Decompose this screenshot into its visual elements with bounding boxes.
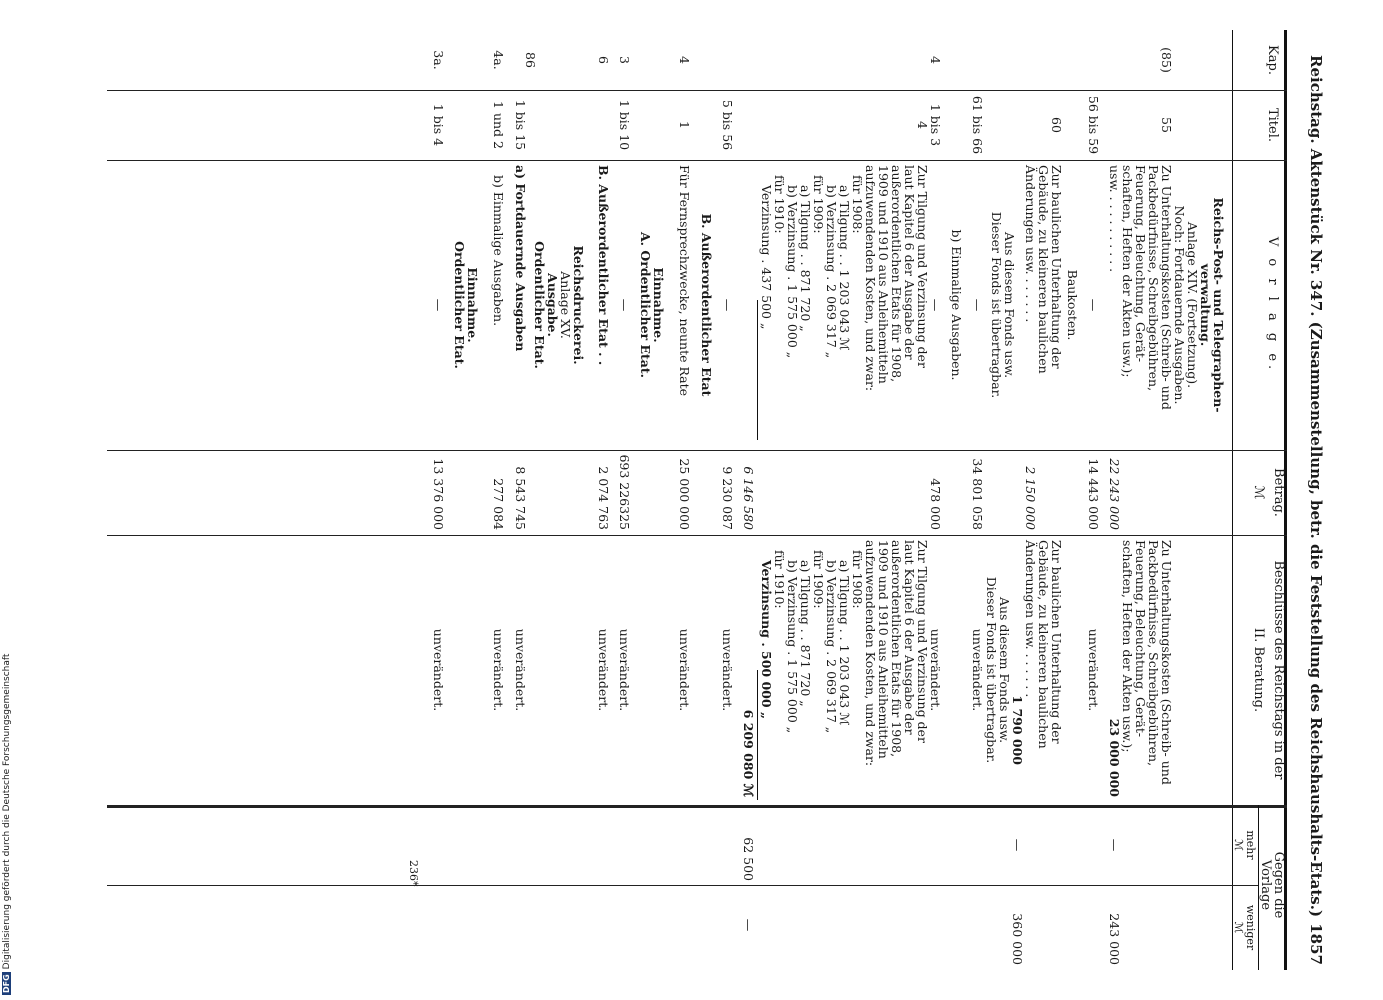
titel-61-66: 61 bis 66 bbox=[970, 95, 985, 155]
row55-text-1: Zu Unterhaltungskosten (Schreib- und bbox=[1159, 165, 1174, 410]
row55-text-4: schaften, Heften der Akten usw.); bbox=[1120, 165, 1135, 378]
rotated-table-sheet bbox=[80, 30, 1325, 970]
tilgung-beschl-13: Verzinsung . 500 000 „ bbox=[759, 560, 774, 720]
row60-beschl-1: Zur baulichen Unterhaltung der bbox=[1049, 540, 1064, 744]
tilgung-4: 1909 und 1910 aus Anleihemitteln bbox=[876, 165, 891, 384]
row110-dash: — bbox=[617, 298, 632, 312]
header-betrag: Betrag. bbox=[1271, 468, 1286, 517]
titel-1-15: 1 bis 15 bbox=[513, 99, 528, 151]
row60-mehr: — bbox=[1010, 838, 1025, 852]
tilgung-6: für 1908: bbox=[850, 175, 865, 234]
fonds-note-1: Aus diesem Fonds usw. bbox=[1002, 231, 1017, 379]
row60-weniger: 360 000 bbox=[1010, 913, 1025, 965]
tilgung-beschl-7: a) Tilgung . . 1 203 043 ℳ bbox=[837, 560, 852, 726]
row61-dash: — bbox=[970, 298, 985, 312]
row14-beschl: unverändert. bbox=[431, 628, 446, 712]
einmalige-ausgaben: b) Einmalige Ausgaben. bbox=[949, 229, 964, 381]
row60-text-1: Zur baulichen Unterhaltung der bbox=[1049, 165, 1064, 369]
fernsprech-betrag: 25 000 000 bbox=[677, 458, 692, 530]
row556-beschl: unverändert. bbox=[720, 628, 735, 712]
row13-beschl: unverändert. bbox=[928, 628, 943, 712]
einnahme-druck: Einnahme. bbox=[465, 267, 480, 343]
row55-betrag: 22 243 000 bbox=[1107, 458, 1122, 530]
dfg-logo: DFG bbox=[2, 974, 11, 993]
fernsprech-beschl: unverändert. bbox=[677, 628, 692, 712]
sum-rule-beschl bbox=[757, 670, 758, 800]
header-betrag-unit: ℳ bbox=[1251, 485, 1266, 500]
titel-1: 1 bbox=[677, 121, 692, 129]
row14-dash: — bbox=[431, 298, 446, 312]
einmalige-beschl: unverändert. bbox=[491, 628, 506, 712]
ausgabe-title: Ausgabe. bbox=[545, 273, 560, 337]
ausserordentlicher-beschl: unverändert. bbox=[596, 628, 611, 712]
row60-text-2: Gebäude, zu kleineren baulichen bbox=[1036, 165, 1051, 374]
tilgung-2: laut Kapitel 6 der Ausgabe der bbox=[902, 165, 917, 360]
row60-beschl-3: Änderungen usw. . . . . . . bbox=[1023, 540, 1038, 698]
row556-dash: — bbox=[720, 298, 735, 312]
row55-text-5: usw. . . . . . . . . . . bbox=[1107, 165, 1122, 273]
header-titel: Titel. bbox=[1265, 107, 1280, 143]
titel-4: 4 bbox=[915, 121, 930, 129]
kap-3: 3 bbox=[617, 56, 632, 64]
fortdauernde-beschl: unverändert. bbox=[513, 628, 528, 712]
tilgung-13: Verzinsung . 437 500 „ bbox=[759, 185, 774, 330]
row56-betrag: 14 443 000 bbox=[1086, 458, 1101, 530]
kap-86: 86 bbox=[523, 52, 538, 68]
row55-beschl-4: schaften, Heften der Akten usw.); bbox=[1120, 540, 1135, 753]
header-vorlage: V o r l a g e. bbox=[1265, 236, 1280, 374]
kap-4: 4 bbox=[928, 56, 943, 64]
col-divider-6 bbox=[107, 885, 1259, 886]
kap-4b: 4 bbox=[677, 56, 692, 64]
tilgung-betrag: 6 146 580 bbox=[741, 466, 756, 530]
tilgung-beschl-6: für 1908: bbox=[850, 550, 865, 609]
row56-beschl: unverändert. bbox=[1086, 628, 1101, 712]
row60-beschl-2: Gebäude, zu kleineren baulichen bbox=[1036, 540, 1051, 749]
section-title-post: Reichs-Post- und Telegraphen- bbox=[1211, 197, 1226, 413]
col-divider-2 bbox=[107, 160, 1287, 161]
titel-55: 55 bbox=[1159, 117, 1174, 133]
row56-dash: — bbox=[1086, 298, 1101, 312]
tilgung-beschl-11: b) Verzinsung . 1 575 000 „ bbox=[785, 560, 800, 734]
row61-beschl: unverändert. bbox=[970, 628, 985, 712]
tilgung-beschl-5: aufzuwendenden Kosten, und zwar: bbox=[863, 540, 878, 767]
row13-dash: — bbox=[928, 298, 943, 312]
ausserordentlicher-etat: B. Außerordentlicher Etat bbox=[699, 213, 714, 397]
tilgung-8: b) Verzinsung . 2 069 317 „ bbox=[824, 185, 839, 359]
row110-beschl: unverändert. bbox=[617, 628, 632, 712]
fernsprech: Für Fernsprechzwecke, neunte Rate bbox=[677, 165, 692, 397]
row55-beschl-1: Zu Unterhaltungskosten (Schreib- und bbox=[1159, 540, 1174, 785]
tilgung-1: Zur Tilgung und Verzinsung der bbox=[915, 165, 930, 368]
tilgung-beschl-2: laut Kapitel 6 der Ausgabe der bbox=[902, 540, 917, 735]
row14-betrag: 13 376 000 bbox=[431, 458, 446, 530]
ordentlicher-etat-druck: Ordentlicher Etat. bbox=[532, 241, 547, 369]
titel-5-56: 5 bis 56 bbox=[720, 99, 735, 151]
row60-betrag: 2 150 000 bbox=[1023, 466, 1038, 530]
tilgung-beschl-9: für 1909: bbox=[811, 550, 826, 609]
page-number: 1857 bbox=[1307, 923, 1325, 965]
row55-beschl-2: Packbedürfnisse, Schreibgebühren, bbox=[1146, 540, 1161, 767]
titel-56-59: 56 bis 59 bbox=[1086, 95, 1101, 155]
tilgung-10: a) Tilgung . . 871 720 „ bbox=[798, 185, 813, 332]
section-title-post-2: verwaltung. bbox=[1198, 263, 1213, 347]
tilgung-beschl-3: außerordentlichen Etats für 1908, bbox=[889, 540, 904, 758]
tilgung-mehr: 62 500 bbox=[741, 837, 756, 881]
tilgung-beschl-10: a) Tilgung . . 871 720 „ bbox=[798, 560, 813, 707]
tilgung-3: außerordentlichen Etats für 1908, bbox=[889, 165, 904, 383]
header-beschluesse: Beschlüsse des Reichstags in der bbox=[1271, 560, 1286, 780]
titel-1-10: 1 bis 10 bbox=[617, 99, 632, 151]
row60-beschl-value: 1 790 000 bbox=[1010, 695, 1025, 765]
credit-text: Digitalisierung gefördert durch die Deutsche Forschungsgemeinschaft bbox=[2, 653, 12, 970]
reichsdruckerei-title: Reichsdruckerei. bbox=[571, 245, 586, 365]
gegen-rule bbox=[1258, 805, 1259, 970]
tilgung-beschl-12: für 1910: bbox=[772, 550, 787, 609]
header-weniger: weniger bbox=[1244, 904, 1257, 951]
kap-3a: 3a. bbox=[431, 50, 446, 70]
header-gegen-vorlage: Vorlage bbox=[1258, 859, 1273, 911]
tilgung-11: b) Verzinsung . 1 575 000 „ bbox=[785, 185, 800, 359]
kap-4a: 4a. bbox=[491, 50, 506, 70]
ordentlicher-etat-einnahme: Ordentlicher Etat. bbox=[452, 241, 467, 369]
header-mehr: mehr bbox=[1244, 830, 1257, 860]
row110-betrag: 693 226325 bbox=[617, 454, 632, 530]
page-heading bbox=[1299, 55, 1325, 965]
fortdauernde-betrag: 8 543 745 bbox=[513, 466, 528, 530]
header-beratung: II. Beratung. bbox=[1251, 627, 1266, 713]
page-title: Reichstag. Aktenstück Nr. 347. (Zusammenstellung, betr. die Feststellung des Reichshaushalts-Etats.) bbox=[1307, 55, 1325, 918]
sum-rule-vorlage bbox=[757, 300, 758, 440]
header-weniger-unit: ℳ bbox=[1232, 921, 1245, 934]
titel-60: 60 bbox=[1049, 117, 1064, 133]
tilgung-beschl-4: 1909 und 1910 aus Anleihemitteln bbox=[876, 540, 891, 759]
einmalige-ausgaben-druck: b) Einmalige Ausgaben. bbox=[491, 175, 506, 327]
anlage-xiv: Anlage XIV. (Fortsetzung). bbox=[1185, 221, 1200, 389]
tilgung-12: für 1910: bbox=[772, 175, 787, 234]
tilgung-beschl-total: 6 209 080 ℳ bbox=[741, 709, 756, 797]
titel-1-2: 1 und 2 bbox=[491, 101, 506, 149]
fortdauernde-ausgaben: a) Fortdauernde Ausgaben bbox=[513, 165, 528, 352]
row55-text-3: Feuerung, Beleuchtung, Gerät- bbox=[1133, 165, 1148, 363]
noch-fortdauernde: Noch: Fortdauernde Ausgaben. bbox=[1172, 205, 1187, 405]
header-kap: Kap. bbox=[1265, 45, 1280, 75]
row55-beschl-3: Feuerung, Beleuchtung, Gerät- bbox=[1133, 540, 1148, 738]
ordentlicher-etat-a: A. Ordentlicher Etat. bbox=[638, 231, 653, 379]
titel-1-3: 1 bis 3 bbox=[928, 103, 943, 147]
sheet-mark: 236* bbox=[407, 860, 420, 887]
tilgung-9: für 1909: bbox=[811, 175, 826, 234]
tilgung-weniger: — bbox=[741, 918, 756, 932]
fonds-beschl-2: Dieser Fonds ist übertragbar. bbox=[984, 576, 999, 764]
fonds-note-2: Dieser Fonds ist übertragbar. bbox=[989, 211, 1004, 399]
row60-text-3: Änderungen usw. . . . . . . bbox=[1023, 165, 1038, 323]
row61-betrag: 34 801 058 bbox=[970, 458, 985, 530]
fonds-beschl-1: Aus diesem Fonds usw. bbox=[997, 596, 1012, 744]
kap-6: 6 bbox=[596, 56, 611, 64]
anlage-xv: Anlage XV. bbox=[558, 271, 573, 339]
tilgung-beschl-8: b) Verzinsung . 2 069 317 „ bbox=[824, 560, 839, 734]
ausserordentlicher-betrag: 2 074 763 bbox=[596, 466, 611, 530]
row13-betrag: 478 000 bbox=[928, 478, 943, 530]
tilgung-5: aufzuwendenden Kosten, und zwar: bbox=[863, 165, 878, 392]
digitization-credit bbox=[2, 605, 16, 995]
col-divider-1 bbox=[107, 90, 1287, 91]
row55-weniger: 243 000 bbox=[1107, 913, 1122, 965]
tilgung-7: a) Tilgung . . 1 203 043 ℳ bbox=[837, 185, 852, 351]
kap-85: (85) bbox=[1159, 47, 1174, 73]
row55-mehr: — bbox=[1107, 838, 1122, 852]
header-mehr-unit: ℳ bbox=[1232, 839, 1245, 851]
tilgung-beschl-1: Zur Tilgung und Verzinsung der bbox=[915, 540, 930, 743]
einmalige-betrag: 277 084 bbox=[491, 478, 506, 530]
ausserordentlicher-etat-b: B. Außerordentlicher Etat . . bbox=[596, 165, 611, 366]
row55-beschl-value: 23 000 000 bbox=[1107, 718, 1122, 797]
titel-1-4: 1 bis 4 bbox=[431, 103, 446, 147]
baukosten-title: Baukosten. bbox=[1065, 269, 1080, 341]
einnahme-title: Einnahme. bbox=[651, 267, 666, 343]
header-gegen: Gegen die bbox=[1271, 851, 1286, 919]
row55-text-2: Packbedürfnisse, Schreibgebühren, bbox=[1146, 165, 1161, 392]
row556-betrag: 9 230 087 bbox=[720, 466, 735, 530]
